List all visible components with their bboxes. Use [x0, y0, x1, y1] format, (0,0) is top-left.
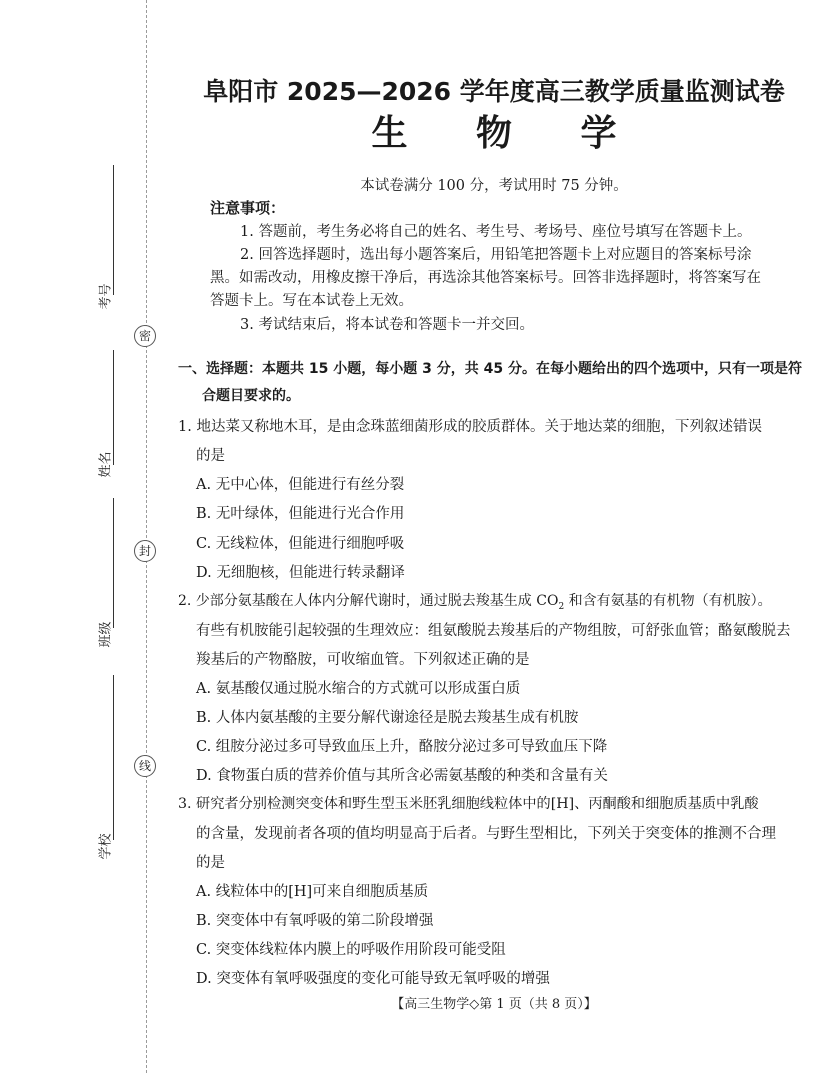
question-3-option-c: C. 突变体线粒体内膜上的呼吸作用阶段可能受阻	[196, 942, 506, 958]
section-heading: 一、选择题：本题共 15 小题，每小题 3 分，共 45 分。在每小题给出的四个选项中，只有一项是符	[178, 361, 802, 377]
exam-info: 本试卷满分 100 分，考试用时 75 分钟。	[360, 178, 628, 194]
question-1-option-a: A. 无中心体，但能进行有丝分裂	[196, 477, 405, 493]
question-3-option-b: B. 突变体中有氧呼吸的第二阶段增强	[196, 913, 434, 929]
notes-heading: 注意事项：	[210, 199, 286, 217]
question-1-option-b: B. 无叶绿体，但能进行光合作用	[196, 506, 405, 522]
note-line: 3. 考试结束后，将本试卷和答题卡一并交回。	[240, 317, 534, 333]
page-footer: 【高三生物学◇第 1 页（共 8 页）】	[391, 997, 597, 1012]
exam-number-label: 考号	[98, 283, 114, 310]
co2-subscript: 2	[558, 601, 565, 612]
question-3-stem-cont: 的是	[196, 855, 225, 871]
exam-number-line	[113, 165, 114, 295]
question-1-stem-cont: 的是	[196, 448, 225, 464]
question-2-option-d: D. 食物蛋白质的营养价值与其所含必需氨基酸的种类和含量有关	[196, 768, 608, 784]
question-1-option-d: D. 无细胞核，但能进行转录翻译	[196, 565, 405, 581]
binding-margin-rule	[146, 0, 147, 1073]
seal-mi: 密	[134, 325, 156, 347]
seal-xian: 线	[134, 755, 156, 777]
note-line: 黑。如需改动，用橡皮擦干净后，再选涂其他答案标号。回答非选择题时，将答案写在	[210, 270, 761, 286]
question-1-stem: 1. 地达菜又称地木耳，是由念珠蓝细菌形成的胶质群体。关于地达菜的细胞，下列叙述错误	[178, 419, 762, 435]
question-3-option-d: D. 突变体有氧呼吸强度的变化可能导致无氧呼吸的增强	[196, 971, 550, 987]
subject-title: 生 物 学	[371, 113, 645, 154]
name-label: 姓名	[98, 451, 114, 478]
question-2-stem-cont: 羧基后的产物酪胺，可收缩血管。下列叙述正确的是	[196, 652, 530, 668]
question-3-stem-cont: 的含量，发现前者各项的值均明显高于后者。与野生型相比，下列关于突变体的推测不合理	[196, 826, 776, 842]
question-2-stem-cont: 有些有机胺能引起较强的生理效应：组氨酸脱去羧基后的产物组胺，可舒张血管；酪氨酸脱去	[196, 623, 791, 639]
question-3-option-a: A. 线粒体中的[H]可来自细胞质基质	[196, 884, 429, 900]
question-2-option-b: B. 人体内氨基酸的主要分解代谢途径是脱去羧基生成有机胺	[196, 710, 579, 726]
name-line	[113, 350, 114, 465]
note-line: 答题卡上。写在本试卷上无效。	[210, 293, 413, 309]
seal-feng: 封	[134, 540, 156, 562]
note-line: 2. 回答选择题时，选出每小题答案后，用铅笔把答题卡上对应题目的答案标号涂	[240, 247, 752, 263]
question-2-option-c: C. 组胺分泌过多可导致血压上升，酪胺分泌过多可导致血压下降	[196, 739, 608, 755]
question-3-stem: 3. 研究者分别检测突变体和野生型玉米胚乳细胞线粒体中的[H]、丙酮酸和细胞质基质中乳酸	[178, 796, 759, 812]
note-line: 1. 答题前，考生务必将自己的姓名、考生号、考场号、座位号填写在答题卡上。	[240, 224, 752, 240]
exam-title: 阜阳市 2025—2026 学年度高三教学质量监测试卷	[203, 77, 785, 106]
class-line	[113, 498, 114, 628]
question-2-option-a: A. 氨基酸仅通过脱水缩合的方式就可以形成蛋白质	[196, 681, 521, 697]
section-heading-cont: 合题目要求的。	[202, 388, 300, 404]
school-label: 学校	[98, 833, 114, 860]
class-label: 班级	[98, 621, 114, 648]
question-2-stem: 2. 少部分氨基酸在人体内分解代谢时，通过脱去羧基生成 $CO_2$ 和含有氨基的有机物（有机胺）。	[178, 593, 772, 612]
question-1-option-c: C. 无线粒体，但能进行细胞呼吸	[196, 536, 405, 552]
school-line	[113, 675, 114, 840]
